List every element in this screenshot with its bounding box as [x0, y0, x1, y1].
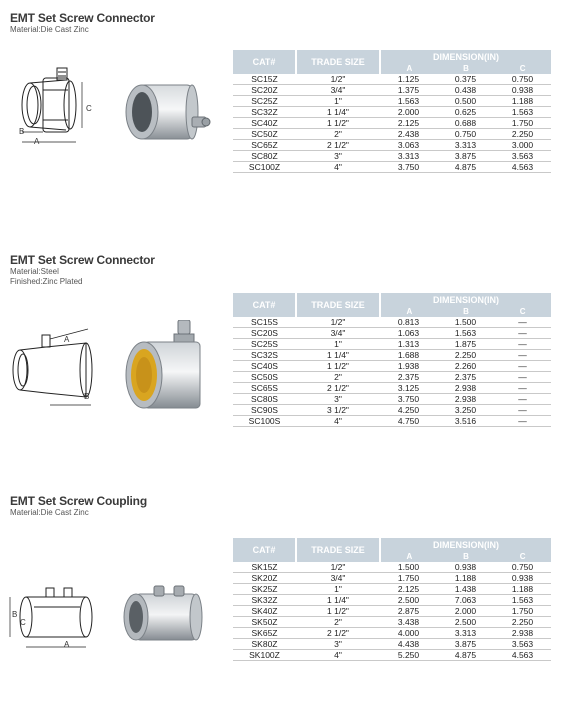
cell-cat: SK50Z — [233, 617, 296, 628]
connector-photo — [118, 320, 213, 420]
cell-cat: SC25Z — [233, 96, 296, 107]
col-dimension: DIMENSION(IN) A B C — [406, 52, 526, 73]
cell-dim-c: — — [518, 394, 527, 404]
col-trade-size: TRADE SIZE — [296, 538, 380, 562]
table-row — [233, 628, 551, 639]
cell-dim-c: — — [518, 328, 527, 338]
table-row — [233, 595, 551, 606]
cell-dim-a: 1.688 — [397, 350, 420, 360]
cell-dimensions — [380, 107, 551, 118]
cell-dim-c: 0.938 — [511, 85, 534, 95]
dimension-label-b: B — [12, 610, 18, 619]
product-section-1 — [0, 0, 568, 230]
cell-cat: SC40S — [233, 361, 296, 372]
cell-trade-size: 1" — [296, 339, 380, 350]
cell-cat: SK65Z — [233, 628, 296, 639]
cell-dim-c: 1.563 — [511, 107, 534, 117]
cell-dim-a: 1.938 — [397, 361, 420, 371]
cell-dim-c: 0.750 — [511, 562, 534, 572]
cell-trade-size: 2" — [296, 129, 380, 140]
col-cat: CAT# — [233, 50, 296, 74]
cell-cat: SC80Z — [233, 151, 296, 162]
cell-cat: SK15Z — [233, 562, 296, 573]
cell-dim-b: 3.313 — [454, 628, 477, 638]
table-row — [233, 606, 551, 617]
cell-dim-a: 3.438 — [397, 617, 420, 627]
dimension-label-c: C — [86, 104, 92, 113]
cell-dim-b: 0.500 — [454, 96, 477, 106]
cell-cat: SC65S — [233, 383, 296, 394]
cell-cat: SK32Z — [233, 595, 296, 606]
cell-trade-size: 3/4" — [296, 573, 380, 584]
cell-dim-a: 3.750 — [397, 394, 420, 404]
cell-dim-b: 3.516 — [454, 416, 477, 426]
cell-trade-size: 1" — [296, 584, 380, 595]
cell-cat: SC90S — [233, 405, 296, 416]
cell-trade-size: 2 1/2" — [296, 383, 380, 394]
cell-dimensions — [380, 394, 551, 405]
cell-trade-size: 4" — [296, 650, 380, 661]
table-row — [233, 562, 551, 573]
cell-dimensions — [380, 416, 551, 427]
cell-dim-b: 2.375 — [454, 372, 477, 382]
table-row — [233, 394, 551, 405]
cell-dim-b: 1.563 — [454, 328, 477, 338]
cell-dim-c: — — [518, 405, 527, 415]
cell-dim-c: 1.750 — [511, 118, 534, 128]
cell-dimensions — [380, 606, 551, 617]
cell-dim-b: 2.938 — [454, 394, 477, 404]
cell-dimensions — [380, 328, 551, 339]
cell-dim-a: 2.000 — [397, 107, 420, 117]
cell-trade-size: 3/4" — [296, 85, 380, 96]
cell-dimensions — [380, 617, 551, 628]
table-row — [233, 107, 551, 118]
cell-dim-c: 3.563 — [511, 151, 534, 161]
cell-trade-size: 4" — [296, 162, 380, 173]
cell-trade-size: 2 1/2" — [296, 628, 380, 639]
cell-dim-b: 2.250 — [454, 350, 477, 360]
table-row — [233, 339, 551, 350]
cell-dim-b: 7.063 — [454, 595, 477, 605]
cell-dimensions — [380, 383, 551, 394]
cell-dim-b: 2.260 — [454, 361, 477, 371]
col-cat: CAT# — [233, 538, 296, 562]
cell-dim-c: 2.938 — [511, 628, 534, 638]
cell-dim-b: 2.500 — [454, 617, 477, 627]
table-row — [233, 650, 551, 661]
cell-cat: SC100S — [233, 416, 296, 427]
cell-dim-a: 5.250 — [397, 650, 420, 660]
cell-trade-size: 1/2" — [296, 74, 380, 85]
cell-trade-size: 3" — [296, 394, 380, 405]
cell-dim-a: 2.375 — [397, 372, 420, 382]
cell-trade-size: 1 1/4" — [296, 107, 380, 118]
cell-dim-b: 1.875 — [454, 339, 477, 349]
cell-trade-size: 3/4" — [296, 328, 380, 339]
cell-cat: SC32S — [233, 350, 296, 361]
cell-dim-c: 1.188 — [511, 584, 534, 594]
col-dimension: DIMENSION(IN) A B C — [406, 540, 526, 561]
cell-dimensions — [380, 573, 551, 584]
cell-dimensions — [380, 317, 551, 328]
cell-dim-c: 4.563 — [511, 162, 534, 172]
table-row — [233, 129, 551, 140]
cell-dim-b: 0.438 — [454, 85, 477, 95]
cell-dim-a: 1.375 — [397, 85, 420, 95]
cell-dim-c: 0.938 — [511, 573, 534, 583]
cell-cat: SC25S — [233, 339, 296, 350]
cell-trade-size: 1 1/2" — [296, 606, 380, 617]
connector-line-drawing — [6, 325, 106, 415]
cell-cat: SK25Z — [233, 584, 296, 595]
cell-trade-size: 3 1/2" — [296, 405, 380, 416]
cell-dim-b: 4.875 — [454, 650, 477, 660]
cell-dim-b: 3.313 — [454, 140, 477, 150]
cell-dim-a: 1.313 — [397, 339, 420, 349]
cell-dimensions — [380, 562, 551, 573]
cell-dim-a: 1.063 — [397, 328, 420, 338]
dimension-label-a: A — [34, 137, 40, 146]
table-row — [233, 361, 551, 372]
cell-dim-a: 4.250 — [397, 405, 420, 415]
table-row — [233, 118, 551, 129]
cell-dim-a: 4.000 — [397, 628, 420, 638]
dimension-label-a: A — [64, 335, 70, 344]
table-row — [233, 372, 551, 383]
cell-dim-c: — — [518, 339, 527, 349]
cell-dim-a: 0.813 — [397, 317, 420, 327]
cell-dim-b: 1.188 — [454, 573, 477, 583]
table-row — [233, 350, 551, 361]
cell-dim-b: 1.500 — [454, 317, 477, 327]
table-row — [233, 639, 551, 650]
coupling-photo — [118, 580, 213, 655]
cell-cat: SC15S — [233, 317, 296, 328]
cell-dim-c: 2.250 — [511, 129, 534, 139]
cell-dimensions — [380, 372, 551, 383]
table-row — [233, 85, 551, 96]
cell-dim-a: 3.063 — [397, 140, 420, 150]
section-material: Material:Steel — [10, 267, 59, 276]
table-row — [233, 140, 551, 151]
cell-dim-a: 3.313 — [397, 151, 420, 161]
cell-cat: SC20S — [233, 328, 296, 339]
cell-cat: SC100Z — [233, 162, 296, 173]
cell-dim-b: 0.750 — [454, 129, 477, 139]
cell-dimensions — [380, 628, 551, 639]
table-row — [233, 162, 551, 173]
cell-dim-c: 3.563 — [511, 639, 534, 649]
dimension-label-a: A — [64, 640, 70, 649]
col-cat: CAT# — [233, 293, 296, 317]
cell-dim-a: 2.875 — [397, 606, 420, 616]
dimension-label-c: C — [20, 618, 26, 627]
section-finish: Finished:Zinc Plated — [10, 277, 83, 286]
cell-dim-b: 0.625 — [454, 107, 477, 117]
cell-trade-size: 1 1/2" — [296, 118, 380, 129]
cell-cat: SK40Z — [233, 606, 296, 617]
cell-dim-a: 4.438 — [397, 639, 420, 649]
cell-dimensions — [380, 639, 551, 650]
cell-trade-size: 4" — [296, 416, 380, 427]
cell-dim-c: — — [518, 361, 527, 371]
table-row — [233, 328, 551, 339]
section-title: EMT Set Screw Connector — [10, 253, 155, 267]
col-trade-size: TRADE SIZE — [296, 293, 380, 317]
cell-cat: SC40Z — [233, 118, 296, 129]
cell-dim-b: 3.250 — [454, 405, 477, 415]
cell-dim-a: 2.438 — [397, 129, 420, 139]
cell-trade-size: 3" — [296, 151, 380, 162]
cell-dim-c: — — [518, 350, 527, 360]
cell-dimensions — [380, 85, 551, 96]
cell-dimensions — [380, 96, 551, 107]
cell-dimensions — [380, 129, 551, 140]
cell-trade-size: 1 1/2" — [296, 361, 380, 372]
section-material: Material:Die Cast Zinc — [10, 25, 89, 34]
cell-dim-a: 2.500 — [397, 595, 420, 605]
dimension-label-b: B — [19, 127, 25, 136]
cell-dim-b: 0.938 — [454, 562, 477, 572]
cell-dimensions — [380, 361, 551, 372]
dimension-label-b: B — [84, 392, 90, 401]
cell-dim-a: 3.750 — [397, 162, 420, 172]
cell-trade-size: 1 1/4" — [296, 595, 380, 606]
product-section-2 — [0, 240, 568, 480]
col-trade-size: TRADE SIZE — [296, 50, 380, 74]
cell-dim-c: — — [518, 372, 527, 382]
cell-cat: SK80Z — [233, 639, 296, 650]
cell-cat: SC32Z — [233, 107, 296, 118]
cell-trade-size: 2" — [296, 372, 380, 383]
cell-cat: SC65Z — [233, 140, 296, 151]
cell-dim-c: 3.000 — [511, 140, 534, 150]
cell-dim-b: 2.000 — [454, 606, 477, 616]
dimension-table — [233, 50, 551, 173]
cell-cat: SC15Z — [233, 74, 296, 85]
cell-dim-a: 1.563 — [397, 96, 420, 106]
table-row — [233, 151, 551, 162]
cell-dim-c: 1.188 — [511, 96, 534, 106]
table-row — [233, 416, 551, 427]
cell-dim-b: 0.688 — [454, 118, 477, 128]
cell-cat: SC80S — [233, 394, 296, 405]
cell-trade-size: 1" — [296, 96, 380, 107]
cell-cat: SC50S — [233, 372, 296, 383]
cell-dimensions — [380, 405, 551, 416]
cell-trade-size: 1 1/4" — [296, 350, 380, 361]
col-dimension: DIMENSION(IN) A B C — [406, 295, 526, 316]
cell-dim-b: 3.875 — [454, 151, 477, 161]
cell-dimensions — [380, 140, 551, 151]
cell-dim-a: 3.125 — [397, 383, 420, 393]
dimension-table — [233, 538, 551, 661]
cell-dim-c: 1.750 — [511, 606, 534, 616]
cell-dim-a: 1.125 — [397, 74, 420, 84]
cell-trade-size: 3" — [296, 639, 380, 650]
section-material: Material:Die Cast Zinc — [10, 508, 89, 517]
cell-dimensions — [380, 650, 551, 661]
cell-dim-c: 2.250 — [511, 617, 534, 627]
cell-trade-size: 2" — [296, 617, 380, 628]
cell-dim-b: 3.875 — [454, 639, 477, 649]
cell-dim-c: 4.563 — [511, 650, 534, 660]
cell-dimensions — [380, 74, 551, 85]
table-row — [233, 617, 551, 628]
cell-dim-a: 4.750 — [397, 416, 420, 426]
cell-dim-b: 2.938 — [454, 383, 477, 393]
cell-dimensions — [380, 595, 551, 606]
cell-dim-a: 1.750 — [397, 573, 420, 583]
cell-dim-c: — — [518, 317, 527, 327]
product-section-3 — [0, 485, 568, 703]
table-row — [233, 573, 551, 584]
cell-cat: SK20Z — [233, 573, 296, 584]
table-row — [233, 584, 551, 595]
section-title: EMT Set Screw Coupling — [10, 494, 147, 508]
cell-cat: SC20Z — [233, 85, 296, 96]
cell-dim-b: 4.875 — [454, 162, 477, 172]
section-title: EMT Set Screw Connector — [10, 11, 155, 25]
cell-dimensions — [380, 350, 551, 361]
cell-dim-b: 0.375 — [454, 74, 477, 84]
table-row — [233, 96, 551, 107]
cell-dim-c: — — [518, 416, 527, 426]
cell-dimensions — [380, 118, 551, 129]
dimension-table — [233, 293, 551, 427]
cell-dim-a: 1.500 — [397, 562, 420, 572]
connector-photo — [118, 75, 213, 150]
cell-cat: SK100Z — [233, 650, 296, 661]
table-row — [233, 383, 551, 394]
cell-cat: SC50Z — [233, 129, 296, 140]
cell-dimensions — [380, 162, 551, 173]
cell-dim-a: 2.125 — [397, 584, 420, 594]
cell-dim-c: — — [518, 383, 527, 393]
cell-dimensions — [380, 151, 551, 162]
cell-dimensions — [380, 584, 551, 595]
cell-trade-size: 1/2" — [296, 317, 380, 328]
cell-dim-c: 1.563 — [511, 595, 534, 605]
cell-dim-b: 1.438 — [454, 584, 477, 594]
cell-dim-c: 0.750 — [511, 74, 534, 84]
cell-trade-size: 1/2" — [296, 562, 380, 573]
table-row — [233, 405, 551, 416]
cell-dim-a: 2.125 — [397, 118, 420, 128]
table-row — [233, 317, 551, 328]
cell-trade-size: 2 1/2" — [296, 140, 380, 151]
cell-dimensions — [380, 339, 551, 350]
table-row — [233, 74, 551, 85]
